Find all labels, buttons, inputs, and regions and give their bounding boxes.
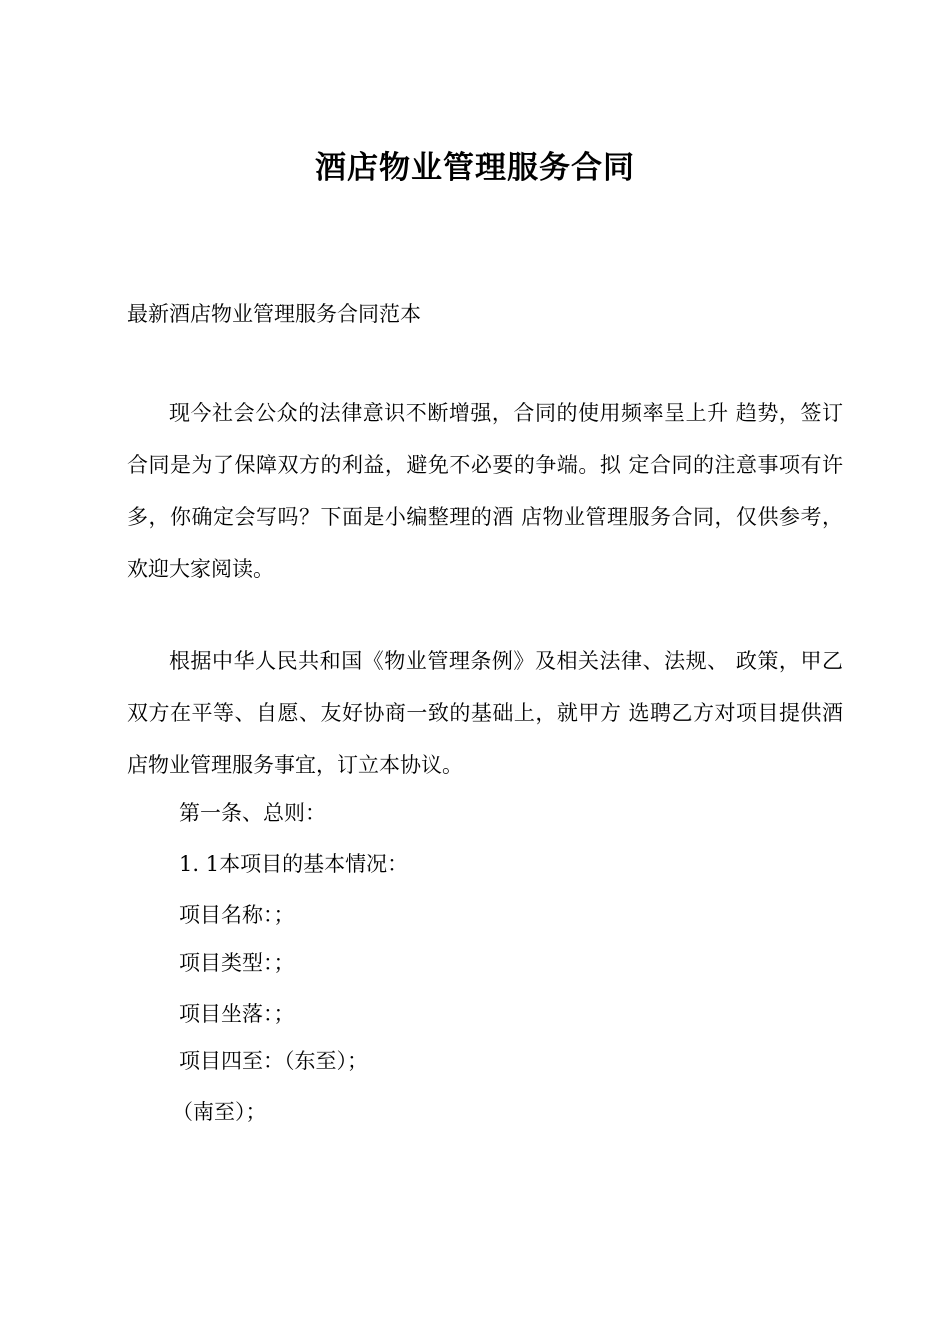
article-heading: 第一条、总则：	[179, 801, 326, 825]
document-title: 酒店物业管理服务合同	[315, 150, 635, 186]
section-heading: 1. 1本项目的基本情况：	[179, 852, 409, 876]
document-subtitle: 最新酒店物业管理服务合同范本	[127, 302, 421, 326]
agreement-paragraph: 根据中华人民共和国《物业管理条例》及相关法律、法规、 政策，甲乙双方在平等、自愿、友好协商一致的基础上，就甲方 选聘乙方对项目提供酒店物业管理服务事宜，订立本协议。	[127, 649, 843, 777]
project-location-line: 项目坐落：；	[179, 1002, 295, 1026]
project-name-line: 项目名称：；	[179, 903, 295, 927]
project-boundary-south-line: （南至）；	[172, 1100, 267, 1124]
project-type-line: 项目类型：；	[179, 951, 295, 975]
project-boundary-line: 项目四至：（东至）；	[179, 1049, 368, 1073]
intro-paragraph: 现今社会公众的法律意识不断增强，合同的使用频率呈上升 趋势，签订合同是为了保障双方的利益，避免不必要的争端。拟 定合同的注意事项有许多，你确定会写吗？下面是小编整理的酒 店物业管理服务合同，仅供参考，欢迎大家阅读。	[127, 401, 843, 581]
